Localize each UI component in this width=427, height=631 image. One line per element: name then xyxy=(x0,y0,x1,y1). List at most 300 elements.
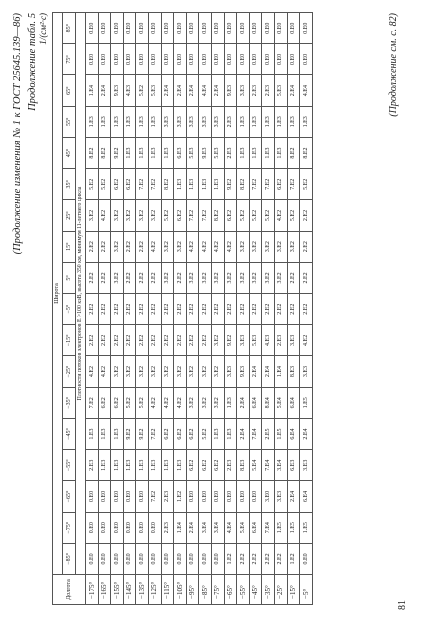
flux-value-cell: 0.E0 xyxy=(86,13,99,44)
flux-value-cell: 1.E3 xyxy=(249,106,262,137)
flux-value-cell: 0.E0 xyxy=(86,44,99,75)
flux-value-cell: 2.E2 xyxy=(174,262,187,293)
flux-value-cell: 3.E2 xyxy=(249,262,262,293)
flux-value-cell: 3.E3 xyxy=(237,325,250,356)
flux-value-cell: 4.E2 xyxy=(224,231,237,262)
flux-value-cell: 1.E3 xyxy=(123,106,136,137)
latitude-header-cell: −75° xyxy=(63,512,76,543)
flux-value-cell: 3.E2 xyxy=(161,262,174,293)
flux-value-cell: 2.E2 xyxy=(111,294,124,325)
flux-value-cell: 0.E0 xyxy=(174,44,187,75)
flux-value-cell: 0.E0 xyxy=(174,543,187,574)
flux-value-cell: 3.E2 xyxy=(287,231,300,262)
flux-value-cell: 3.E2 xyxy=(111,200,124,231)
flux-value-cell: 2.E2 xyxy=(148,294,161,325)
flux-value-cell: 4.E3 xyxy=(262,325,275,356)
flux-value-cell: 7.E2 xyxy=(86,387,99,418)
flux-value-cell: 0.E0 xyxy=(211,44,224,75)
flux-value-cell: 3.E3 xyxy=(287,325,300,356)
flux-value-cell: 2.E4 xyxy=(237,418,250,449)
flux-value-cell: 1.E3 xyxy=(249,137,262,168)
flux-value-cell: 5.E2 xyxy=(262,200,275,231)
flux-value-cell: 9.E3 xyxy=(224,75,237,106)
flux-value-cell: 5.E3 xyxy=(148,75,161,106)
flux-value-cell: 2.E2 xyxy=(186,294,199,325)
flux-value-cell: 0.E0 xyxy=(136,13,149,44)
flux-value-cell: 0.E0 xyxy=(98,44,111,75)
flux-value-cell: 0.E0 xyxy=(111,512,124,543)
flux-value-cell: 2.E2 xyxy=(237,543,250,574)
flux-value-cell: 3.E2 xyxy=(237,262,250,293)
table-row xyxy=(211,13,224,605)
flux-value-cell: 6.E2 xyxy=(211,450,224,481)
latitude-header-cell: 85° xyxy=(63,13,76,44)
flux-value-cell: 2.E2 xyxy=(224,294,237,325)
flux-value-cell: 2.E2 xyxy=(86,262,99,293)
latitude-header-cell: −35° xyxy=(63,387,76,418)
flux-value-cell: 0.E0 xyxy=(211,543,224,574)
flux-value-cell: 0.E0 xyxy=(274,44,287,75)
flux-value-cell: 2.E2 xyxy=(123,294,136,325)
flux-value-cell: 2.E3 xyxy=(249,75,262,106)
flux-value-cell: 5.E4 xyxy=(249,450,262,481)
flux-value-cell: 0.E0 xyxy=(186,13,199,44)
flux-value-cell: 2.E2 xyxy=(287,262,300,293)
flux-value-cell: 3.E2 xyxy=(111,231,124,262)
flux-value-cell: 0.E0 xyxy=(199,13,212,44)
flux-value-cell: 1.E3 xyxy=(237,106,250,137)
flux-value-cell: 0.E0 xyxy=(123,13,136,44)
table-row xyxy=(249,13,262,605)
flux-value-cell: 0.E0 xyxy=(237,13,250,44)
longitude-cell: −85° xyxy=(199,575,212,605)
flux-value-cell: 6.E2 xyxy=(186,418,199,449)
flux-value-cell: 5.E2 xyxy=(161,200,174,231)
flux-value-cell: 6.E2 xyxy=(186,450,199,481)
flux-value-cell: 3.E2 xyxy=(111,262,124,293)
latitude-header-cell: 75° xyxy=(63,44,76,75)
flux-value-cell: 7.E2 xyxy=(199,200,212,231)
table-row xyxy=(148,13,161,605)
flux-value-cell: 4.E2 xyxy=(148,387,161,418)
flux-value-cell: 4.E2 xyxy=(199,231,212,262)
flux-value-cell: 9.E2 xyxy=(123,418,136,449)
flux-value-cell: 2.E2 xyxy=(186,325,199,356)
longitude-cell: −165° xyxy=(98,575,111,605)
flux-value-cell: 4.E2 xyxy=(98,356,111,387)
flux-value-cell: 3.E2 xyxy=(274,231,287,262)
latitude-header-cell: −5° xyxy=(63,294,76,325)
flux-value-cell: 3.E2 xyxy=(161,231,174,262)
flux-value-cell: 7.E2 xyxy=(148,418,161,449)
flux-value-cell: 4.E2 xyxy=(274,200,287,231)
flux-value-cell: 2.E2 xyxy=(136,294,149,325)
flux-value-cell: 2.E2 xyxy=(136,325,149,356)
flux-value-cell: 1.E3 xyxy=(262,137,275,168)
flux-value-cell: 2.E2 xyxy=(262,543,275,574)
table-row xyxy=(186,13,199,605)
flux-value-cell: 4.E4 xyxy=(199,75,212,106)
flux-value-cell: 3.E2 xyxy=(186,262,199,293)
flux-value-cell: 2.E4 xyxy=(287,481,300,512)
flux-value-cell: 0.E0 xyxy=(98,13,111,44)
flux-value-cell: 2.E2 xyxy=(174,294,187,325)
latitude-header-cell: 15° xyxy=(63,231,76,262)
longitude-cell: −25° xyxy=(274,575,287,605)
flux-value-cell: 3.E2 xyxy=(274,262,287,293)
flux-value-cell: 2.E4 xyxy=(300,418,313,449)
flux-value-cell: 1.E3 xyxy=(211,418,224,449)
flux-value-cell: 3.E2 xyxy=(262,231,275,262)
flux-value-cell: 3.E2 xyxy=(199,356,212,387)
flux-value-cell: 3.E2 xyxy=(186,356,199,387)
flux-value-cell: 1.E3 xyxy=(136,450,149,481)
flux-value-cell: 2.E4 xyxy=(249,356,262,387)
longitude-cell: −145° xyxy=(123,575,136,605)
table-row xyxy=(224,13,237,605)
flux-value-cell: 1.E3 xyxy=(123,137,136,168)
flux-value-cell: 2.E4 xyxy=(287,75,300,106)
flux-value-cell: 1.E5 xyxy=(300,512,313,543)
flux-value-cell: 0.E0 xyxy=(148,13,161,44)
flux-value-cell: 4.E2 xyxy=(148,231,161,262)
flux-value-cell: 0.E0 xyxy=(136,543,149,574)
flux-value-cell: 1.E2 xyxy=(224,543,237,574)
longitude-cell: −95° xyxy=(186,575,199,605)
flux-value-cell: 6.E4 xyxy=(300,481,313,512)
flux-value-cell: 7.E2 xyxy=(148,169,161,200)
flux-value-cell: 0.E0 xyxy=(186,543,199,574)
flux-value-cell: 0.E0 xyxy=(300,44,313,75)
flux-value-cell: 1.E3 xyxy=(111,418,124,449)
flux-value-cell: 7.E2 xyxy=(148,481,161,512)
table-subtitle: Плотности потоков электронов E >100 кэВ, высота 350 км, минимум 11-летнего цикла xyxy=(76,13,86,575)
flux-value-cell: 5.E2 xyxy=(237,200,250,231)
flux-value-cell: 0.E0 xyxy=(249,13,262,44)
flux-value-cell: 1.E3 xyxy=(161,137,174,168)
flux-value-cell: 0.E0 xyxy=(111,44,124,75)
flux-value-cell: 2.E3 xyxy=(86,450,99,481)
flux-value-cell: 3.E2 xyxy=(224,262,237,293)
flux-value-cell: 0.E0 xyxy=(86,512,99,543)
flux-value-cell: 2.E2 xyxy=(211,294,224,325)
flux-value-cell: 3.E3 xyxy=(186,106,199,137)
longitude-cell: −155° xyxy=(111,575,124,605)
flux-value-cell: 1.E3 xyxy=(174,450,187,481)
flux-value-cell: 0.E0 xyxy=(111,543,124,574)
flux-value-cell: 2.E4 xyxy=(186,75,199,106)
flux-value-cell: 0.E0 xyxy=(86,481,99,512)
longitude-cell: −55° xyxy=(237,575,250,605)
flux-value-cell: 0.E0 xyxy=(224,13,237,44)
latitude-header-cell: −85° xyxy=(63,543,76,574)
table-row xyxy=(123,13,136,605)
flux-value-cell: 3.E3 xyxy=(300,356,313,387)
flux-value-cell: 1.E3 xyxy=(98,450,111,481)
flux-value-cell: 2.E2 xyxy=(136,262,149,293)
table-row xyxy=(98,13,111,605)
flux-value-cell: 9.E2 xyxy=(224,169,237,200)
flux-value-cell: 3.E2 xyxy=(186,387,199,418)
table-row xyxy=(199,13,212,605)
flux-value-cell: 2.E2 xyxy=(161,294,174,325)
flux-value-cell: 2.E3 xyxy=(161,481,174,512)
flux-value-cell: 1.E3 xyxy=(224,418,237,449)
flux-value-cell: 2.E2 xyxy=(274,543,287,574)
flux-value-cell: 5.E2 xyxy=(136,75,149,106)
flux-value-cell: 0.E0 xyxy=(174,13,187,44)
flux-value-cell: 2.E2 xyxy=(287,294,300,325)
flux-value-cell: 2.E2 xyxy=(86,231,99,262)
flux-value-cell: 8.E2 xyxy=(287,137,300,168)
flux-value-cell: 2.E2 xyxy=(98,325,111,356)
flux-value-cell: 6.E2 xyxy=(111,387,124,418)
flux-value-cell: 2.E4 xyxy=(186,512,199,543)
table-row xyxy=(136,13,149,605)
flux-value-cell: 3.E2 xyxy=(237,231,250,262)
flux-value-cell: 4.E2 xyxy=(174,387,187,418)
latitude-header-cell: 65° xyxy=(63,75,76,106)
continuation-footer: (Продолжение см. с. 82) xyxy=(388,13,399,117)
flux-value-cell: 1.E3 xyxy=(224,387,237,418)
flux-value-cell: 7.E4 xyxy=(249,418,262,449)
flux-value-cell: 8.E2 xyxy=(237,169,250,200)
flux-value-cell: 0.E0 xyxy=(123,543,136,574)
flux-value-cell: 1.E5 xyxy=(274,512,287,543)
flux-value-cell: 0.E0 xyxy=(148,543,161,574)
latitude-header-cell: −15° xyxy=(63,325,76,356)
flux-value-cell: 0.E0 xyxy=(237,44,250,75)
flux-value-cell: 2.E2 xyxy=(148,325,161,356)
flux-value-cell: 1.E3 xyxy=(237,137,250,168)
flux-value-cell: 2.E2 xyxy=(199,325,212,356)
flux-value-cell: 0.E0 xyxy=(123,512,136,543)
flux-value-cell: 3.E2 xyxy=(148,356,161,387)
flux-value-cell: 2.E2 xyxy=(300,231,313,262)
flux-value-cell: 1.E3 xyxy=(199,169,212,200)
flux-value-cell: 6.E2 xyxy=(98,387,111,418)
flux-value-cell: 1.E3 xyxy=(148,450,161,481)
longitude-cell: −35° xyxy=(262,575,275,605)
flux-value-cell: 7.E2 xyxy=(262,169,275,200)
flux-value-cell: 4.E2 xyxy=(211,231,224,262)
units-label: 1/(см²·с) xyxy=(38,13,48,45)
latitude-header-cell: 45° xyxy=(63,137,76,168)
flux-value-cell: 8.E2 xyxy=(98,137,111,168)
flux-value-cell: 3.E3 xyxy=(161,106,174,137)
flux-value-cell: 1.E5 xyxy=(274,418,287,449)
flux-value-cell: 5.E2 xyxy=(287,200,300,231)
flux-value-cell: 0.E0 xyxy=(186,481,199,512)
flux-value-cell: 5.E2 xyxy=(98,169,111,200)
flux-value-cell: 8.E2 xyxy=(211,200,224,231)
longitude-cell: −105° xyxy=(174,575,187,605)
table-row xyxy=(262,13,275,605)
flux-value-cell: 5.E4 xyxy=(274,387,287,418)
flux-value-cell: 4.E3 xyxy=(123,75,136,106)
flux-value-cell: 5.E3 xyxy=(249,325,262,356)
flux-value-cell: 2.E4 xyxy=(262,356,275,387)
latitude-group-header: Широта xyxy=(53,13,63,575)
flux-value-cell: 1.E3 xyxy=(136,106,149,137)
flux-value-cell: 5.E2 xyxy=(300,169,313,200)
flux-value-cell: 6.E2 xyxy=(123,169,136,200)
flux-value-cell: 0.E0 xyxy=(123,481,136,512)
flux-value-cell: 1.E3 xyxy=(111,106,124,137)
flux-value-cell: 6.E2 xyxy=(111,169,124,200)
flux-value-cell: 0.E0 xyxy=(98,481,111,512)
flux-value-cell: 6.E2 xyxy=(174,418,187,449)
flux-value-cell: 2.E2 xyxy=(123,262,136,293)
flux-value-cell: 0.E0 xyxy=(123,44,136,75)
longitude-cell: −175° xyxy=(86,575,99,605)
flux-value-cell: 0.E0 xyxy=(161,44,174,75)
table-row xyxy=(287,13,300,605)
flux-value-cell: 3.E2 xyxy=(161,356,174,387)
flux-value-cell: 1.E4 xyxy=(86,75,99,106)
flux-value-cell: 1.E3 xyxy=(98,106,111,137)
flux-value-cell: 2.E3 xyxy=(224,106,237,137)
flux-value-cell: 3.E2 xyxy=(136,356,149,387)
flux-value-cell: 2.E3 xyxy=(224,450,237,481)
flux-value-cell: 6.E2 xyxy=(224,200,237,231)
longitude-cell: −15° xyxy=(287,575,300,605)
flux-value-cell: 2.E4 xyxy=(237,387,250,418)
flux-value-cell: 7.E2 xyxy=(287,169,300,200)
flux-value-cell: 6.E2 xyxy=(174,200,187,231)
flux-value-cell: 2.E3 xyxy=(161,512,174,543)
flux-value-cell: 3.E2 xyxy=(123,356,136,387)
flux-value-cell: 2.E2 xyxy=(249,543,262,574)
flux-value-cell: 3.E0 xyxy=(262,481,275,512)
flux-value-cell: 2.E2 xyxy=(199,294,212,325)
flux-value-cell: 2.E3 xyxy=(224,137,237,168)
flux-value-cell: 3.E3 xyxy=(300,450,313,481)
flux-value-cell: 3.E2 xyxy=(174,356,187,387)
flux-value-cell: 1.E3 xyxy=(98,418,111,449)
table-row xyxy=(174,13,187,605)
table-row xyxy=(111,13,124,605)
flux-value-cell: 8.E3 xyxy=(237,450,250,481)
latitude-header-cell: 35° xyxy=(63,169,76,200)
flux-value-cell: 3.E2 xyxy=(211,356,224,387)
flux-value-cell: 9.E2 xyxy=(111,137,124,168)
latitude-header-cell: −55° xyxy=(63,450,76,481)
flux-value-cell: 2.E2 xyxy=(86,325,99,356)
flux-value-cell: 2.E2 xyxy=(123,325,136,356)
flux-value-cell: 5.E2 xyxy=(136,387,149,418)
longitude-cell: −75° xyxy=(211,575,224,605)
flux-value-cell: 0.E0 xyxy=(136,512,149,543)
flux-value-cell: 1.E3 xyxy=(186,169,199,200)
flux-value-cell: 0.E0 xyxy=(249,481,262,512)
flux-value-cell: 3.E2 xyxy=(86,200,99,231)
flux-value-cell: 2.E2 xyxy=(98,262,111,293)
flux-value-cell: 2.E3 xyxy=(274,325,287,356)
flux-value-cell: 2.E2 xyxy=(98,231,111,262)
longitude-cell: −135° xyxy=(136,575,149,605)
flux-value-cell: 0.E0 xyxy=(111,13,124,44)
flux-value-cell: 1.E3 xyxy=(300,106,313,137)
flux-value-cell: 3.E4 xyxy=(211,512,224,543)
amendment-note: (Продолжение изменения № 1 к ГОСТ 25645.139—86) xyxy=(12,13,23,255)
flux-value-cell: 1.E4 xyxy=(274,356,287,387)
latitude-header-cell: −45° xyxy=(63,418,76,449)
flux-value-cell: 0.E0 xyxy=(287,44,300,75)
flux-value-cell: 7.E4 xyxy=(262,450,275,481)
flux-value-cell: 1.E3 xyxy=(161,450,174,481)
flux-value-cell: 1.E3 xyxy=(111,450,124,481)
flux-value-cell: 2.E2 xyxy=(123,231,136,262)
flux-value-cell: 2.E5 xyxy=(262,418,275,449)
flux-value-cell: 2.E2 xyxy=(111,325,124,356)
flux-value-cell: 8.E2 xyxy=(86,137,99,168)
flux-value-cell: 4.E2 xyxy=(98,200,111,231)
flux-value-cell: 0.E0 xyxy=(98,543,111,574)
flux-value-cell: 7.E2 xyxy=(249,169,262,200)
flux-value-cell: 3.E2 xyxy=(199,387,212,418)
flux-value-cell: 2.E2 xyxy=(174,325,187,356)
flux-value-cell: 5.E2 xyxy=(86,169,99,200)
flux-value-cell: 0.E0 xyxy=(224,44,237,75)
flux-value-cell: 3.E2 xyxy=(148,200,161,231)
flux-value-cell: 4.E4 xyxy=(300,75,313,106)
flux-value-cell: 2.E2 xyxy=(86,294,99,325)
flux-value-cell: 2.E2 xyxy=(300,294,313,325)
flux-value-cell: 3.E3 xyxy=(199,106,212,137)
flux-value-cell: 3.E3 xyxy=(211,106,224,137)
flux-value-cell: 3.E2 xyxy=(199,262,212,293)
flux-value-cell: 5.E3 xyxy=(186,137,199,168)
flux-value-cell: 1.E3 xyxy=(274,106,287,137)
latitude-header-cell: −25° xyxy=(63,356,76,387)
flux-value-cell: 6.E2 xyxy=(161,418,174,449)
flux-value-cell: 7.E4 xyxy=(262,512,275,543)
table-continuation-note: Продолжение табл. 5 xyxy=(27,13,38,111)
flux-value-cell: 5.E2 xyxy=(249,200,262,231)
flux-value-cell: 2.E2 xyxy=(161,325,174,356)
latitude-header-cell: 25° xyxy=(63,200,76,231)
flux-value-cell: 5.E2 xyxy=(123,387,136,418)
latitude-header-cell: −65° xyxy=(63,481,76,512)
flux-value-cell: 8.E2 xyxy=(300,137,313,168)
flux-value-cell: 9.E2 xyxy=(224,325,237,356)
flux-value-cell: 1.E3 xyxy=(174,169,187,200)
flux-value-cell: 3.E2 xyxy=(262,262,275,293)
flux-value-cell: 8.E3 xyxy=(287,356,300,387)
flux-value-cell: 2.E2 xyxy=(148,262,161,293)
flux-value-cell: 0.E0 xyxy=(98,512,111,543)
flux-value-cell: 0.E0 xyxy=(148,44,161,75)
flux-value-cell: 0.E0 xyxy=(262,13,275,44)
flux-value-cell: 3.E2 xyxy=(111,356,124,387)
flux-value-cell: 1.E3 xyxy=(86,106,99,137)
flux-value-cell: 0.E0 xyxy=(199,543,212,574)
flux-value-cell: 2.E3 xyxy=(262,75,275,106)
flux-value-cell: 3.E2 xyxy=(211,387,224,418)
flux-value-cell: 0.E0 xyxy=(136,44,149,75)
flux-value-cell: 0.E0 xyxy=(161,13,174,44)
flux-value-cell: 4.E2 xyxy=(161,387,174,418)
flux-value-cell: 3.E3 xyxy=(174,106,187,137)
flux-value-cell: 0.E0 xyxy=(199,44,212,75)
table-row xyxy=(86,13,99,605)
flux-value-cell: 2.E2 xyxy=(136,231,149,262)
flux-value-cell: 1.E5 xyxy=(300,387,313,418)
flux-value-cell: 1.E3 xyxy=(274,137,287,168)
flux-value-cell: 3.E2 xyxy=(211,325,224,356)
flux-value-cell: 0.E0 xyxy=(199,481,212,512)
